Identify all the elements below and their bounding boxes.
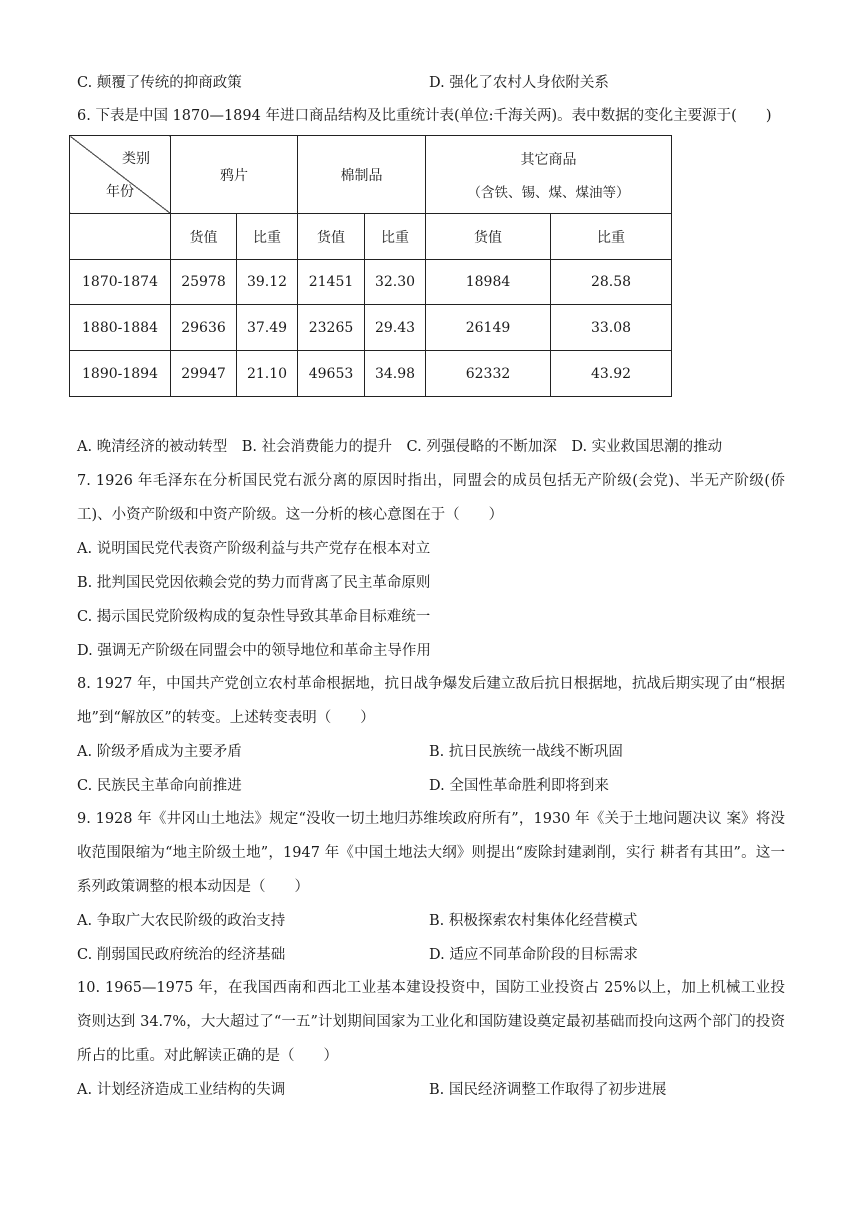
q9-stem: 9. 1928 年《井冈山土地法》规定“没收一切土地归苏维埃政府所有”，1930 年《关于土地问题决议 案》将没收范围限缩为“地主阶级土地”，1947 年《中国土地法大纲》则提出“废除封建剥削，实行 耕者有其田”。这一系列政策调整的根本动因是（ ） [77, 811, 785, 895]
cell-year: 1880-1884 [70, 305, 171, 351]
subheader-empty [70, 214, 171, 260]
corner-category-label: 类别 [122, 151, 150, 167]
q10-option-a: A. 计划经济造成工业结构的失调 [77, 1082, 286, 1098]
q8-option-a: A. 阶级矛盾成为主要矛盾 [77, 744, 242, 760]
subheader-share: 比重 [237, 214, 298, 260]
q8-option-b: B. 抗日民族统一战线不断巩固 [429, 744, 623, 760]
subheader-share: 比重 [551, 214, 672, 260]
q10-option-b: B. 国民经济调整工作取得了初步进展 [429, 1082, 667, 1098]
q6-stem: 6. 下表是中国 1870—1894 年进口商品结构及比重统计表(单位:千海关两)。表中数据的变化主要源于( ) [77, 108, 772, 124]
q9-option-d: D. 适应不同革命阶段的目标需求 [429, 947, 638, 963]
cell-year: 1870-1874 [70, 260, 171, 305]
header-opium: 鸦片 [171, 136, 298, 214]
cell: 39.12 [237, 260, 298, 305]
cell: 18984 [426, 260, 551, 305]
q7-option-a: A. 说明国民党代表资产阶级利益与共产党存在根本对立 [77, 541, 431, 557]
q9-option-a: A. 争取广大农民阶级的政治支持 [77, 913, 286, 929]
corner-year-label: 年份 [106, 184, 134, 200]
q7-option-c: C. 揭示国民党阶级构成的复杂性导致其革命目标难统一 [77, 609, 431, 625]
q8-option-d: D. 全国性革命胜利即将到来 [429, 778, 609, 794]
cell: 21451 [298, 260, 365, 305]
q5-option-c: C. 颠覆了传统的抑商政策 [77, 75, 242, 91]
subheader-value: 货值 [298, 214, 365, 260]
q9-option-c: C. 削弱国民政府统治的经济基础 [77, 947, 286, 963]
subheader-value: 货值 [171, 214, 237, 260]
cell: 43.92 [551, 351, 672, 397]
q7-stem: 7. 1926 年毛泽东在分析国民党右派分离的原因时指出，同盟会的成员包括无产阶级(会党)、半无产阶级(侨工)、小资产阶级和中资产阶级。这一分析的核心意图在于（ ） [77, 473, 785, 523]
q8-stem: 8. 1927 年，中国共产党创立农村革命根据地，抗日战争爆发后建立敌后抗日根据地，抗战后期实现了由“根据地”到“解放区”的转变。上述转变表明（ ） [77, 676, 785, 726]
cell: 29947 [171, 351, 237, 397]
cell: 28.58 [551, 260, 672, 305]
cell: 34.98 [365, 351, 426, 397]
q9-option-b: B. 积极探索农村集体化经营模式 [429, 913, 638, 929]
q8-option-c: C. 民族民主革命向前推进 [77, 778, 242, 794]
q7-option-b: B. 批判国民党因依赖会党的势力而背离了民主革命原则 [77, 575, 431, 591]
q7-option-d: D. 强调无产阶级在同盟会中的领导地位和革命主导作用 [77, 643, 431, 659]
cell: 25978 [171, 260, 237, 305]
header-other-note: （含铁、锡、煤、煤油等） [467, 184, 630, 201]
cell: 62332 [426, 351, 551, 397]
cell: 37.49 [237, 305, 298, 351]
cell: 49653 [298, 351, 365, 397]
cell: 33.08 [551, 305, 672, 351]
q10-stem: 10. 1965—1975 年，在我国西南和西北工业基本建设投资中，国防工业投资占 25%以上，加上机械工业投资则达到 34.7%，大大超过了“一五”计划期间国家为工业化和国防建设奠定最初基础而投向这两个部门的投资所占的比重。对此解读正确的是（ ） [77, 980, 785, 1064]
cell: 26149 [426, 305, 551, 351]
header-other [426, 136, 672, 214]
q6-options: A. 晚清经济的被动转型 B. 社会消费能力的提升 C. 列强侵略的不断加深 D. 实业救国思潮的推动 [77, 439, 723, 455]
table-corner-cell [70, 136, 171, 214]
q5-option-d: D. 强化了农村人身依附关系 [429, 75, 609, 91]
cell: 29636 [171, 305, 237, 351]
cell: 32.30 [365, 260, 426, 305]
table-row [70, 260, 672, 305]
header-cotton: 棉制品 [298, 136, 426, 214]
cell: 21.10 [237, 351, 298, 397]
table-row [70, 351, 672, 397]
subheader-share: 比重 [365, 214, 426, 260]
cell: 29.43 [365, 305, 426, 351]
header-other-title: 其它商品 [520, 151, 577, 168]
subheader-value: 货值 [426, 214, 551, 260]
q6-import-table [69, 135, 672, 397]
table-row [70, 305, 672, 351]
cell-year: 1890-1894 [70, 351, 171, 397]
cell: 23265 [298, 305, 365, 351]
